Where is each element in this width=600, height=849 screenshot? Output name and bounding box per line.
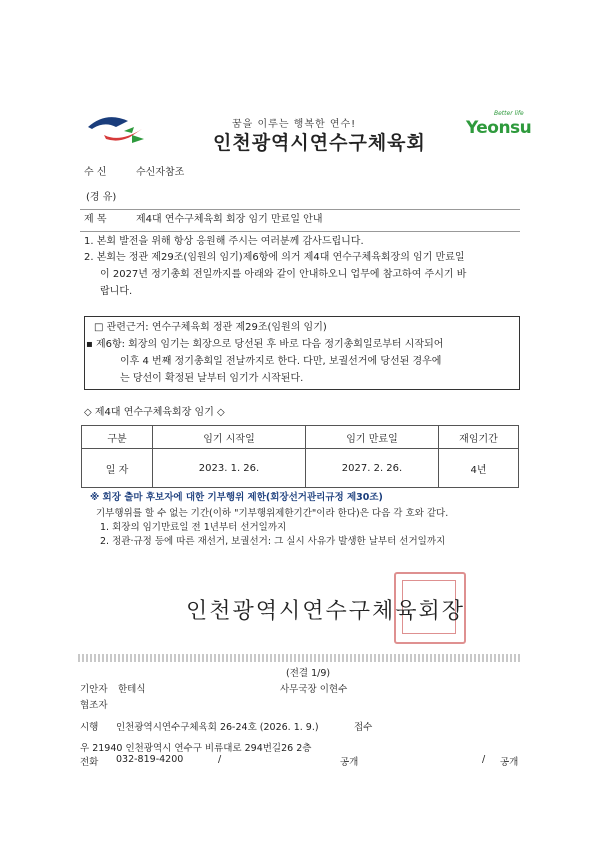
table-header-row <box>82 426 519 449</box>
table-cell: 4년 <box>439 449 519 488</box>
recipient-value: 수신자참조 <box>136 167 185 178</box>
subject-label: 제 목 <box>84 214 107 225</box>
term-title: ◇ 제4대 연수구체육회장 임기 ◇ <box>84 407 225 418</box>
table-row <box>82 449 519 488</box>
header-slogan: 꿈을 이루는 행복한 연수! <box>232 119 357 130</box>
separator: / <box>218 754 222 765</box>
table-cell: 2027. 2. 26. <box>306 449 439 488</box>
public-status: 공개 <box>340 757 359 768</box>
legal-basis-line-1: ▪ 제6항: 회장의 임기는 회장으로 당선된 후 바로 다음 정기총회일로부터 시작되어 <box>86 339 444 350</box>
cooperator-label: 협조자 <box>80 700 108 711</box>
footer-divider <box>78 654 522 662</box>
yeonsu-logo-icon <box>464 110 532 144</box>
divider <box>80 209 520 210</box>
divider <box>80 231 520 232</box>
term-table <box>81 425 519 488</box>
enforce-label: 시행 <box>80 722 99 733</box>
address: 우 21940 인천광역시 연수구 비류대로 294번길26 2층 <box>80 743 312 754</box>
notice-line-1: 기부행위를 할 수 없는 기간(이하 "기부행위제한기간"이라 한다)은 다음 각 호와 같다. <box>96 508 449 519</box>
approval-page: (전결 1/9) <box>286 668 331 679</box>
header-org-name: 인천광역시연수구체육회 <box>213 132 426 154</box>
enforce-value: 인천광역시연수구체육회 26-24호 (2026. 1. 9.) <box>116 722 319 733</box>
legal-basis-line-2: 이후 4 번째 정기총회일 전날까지로 한다. 다만, 보궐선거에 당선된 경우에 <box>120 356 442 367</box>
body-paragraph-2-line-1: 2. 본회는 정관 제29조(임원의 임기)제6항에 의거 제4대 연수구체육회장의 임기 만료일 <box>84 252 465 263</box>
drafter-label: 기안자 <box>80 684 108 695</box>
separator: / <box>482 754 486 765</box>
director-name: 사무국장 이현수 <box>280 684 348 695</box>
table-header-cell: 재임기간 <box>439 426 519 449</box>
logo-text: Yeonsu <box>466 118 532 138</box>
table-cell: 일 자 <box>82 449 153 488</box>
via-label: (경 유) <box>86 192 117 203</box>
notice-line-2: 1. 회장의 임기만료일 전 1년부터 선거일까지 <box>100 522 287 533</box>
receive-label: 접수 <box>354 722 373 733</box>
table-header-cell: 임기 만료일 <box>306 426 439 449</box>
notice-line-3: 2. 정관·규정 등에 따른 재선거, 보궐선거: 그 실시 사유가 발생한 날부터 선거일까지 <box>100 536 446 547</box>
body-paragraph-2-line-3: 랍니다. <box>100 286 133 297</box>
phone-label: 전화 <box>80 757 99 768</box>
table-cell: 2023. 1. 26. <box>153 449 306 488</box>
org-logo-icon <box>86 113 146 147</box>
phone-value: 032-819-4200 <box>116 754 184 765</box>
public-status: 공개 <box>500 757 519 768</box>
subject-value: 제4대 연수구체육회 회장 임기 만료일 안내 <box>136 214 323 225</box>
drafter-name: 한테식 <box>118 684 146 695</box>
table-header-cell: 구분 <box>82 426 153 449</box>
body-paragraph-1: 1. 본회 발전을 위해 항상 응원해 주시는 여러분께 감사드립니다. <box>84 236 364 247</box>
notice-title: ※ 회장 출마 후보자에 대한 기부행위 제한(회장선거관리규정 제30조) <box>90 492 383 503</box>
legal-basis-line-3: 는 당선이 확정된 날부터 임기가 시작된다. <box>120 373 304 384</box>
legal-basis-title: □ 관련근거: 연수구체육회 정관 제29조(임원의 임기) <box>94 322 327 333</box>
body-paragraph-2-line-2: 이 2027년 정기총회 전일까지를 아래와 같이 안내하오니 업무에 참고하여 주시기 바 <box>100 269 467 280</box>
table-header-cell: 임기 시작일 <box>153 426 306 449</box>
logo-tagline: Better life <box>494 110 524 117</box>
recipient-label: 수 신 <box>84 167 107 178</box>
signature: 인천광역시연수구체육회장 <box>186 599 466 624</box>
